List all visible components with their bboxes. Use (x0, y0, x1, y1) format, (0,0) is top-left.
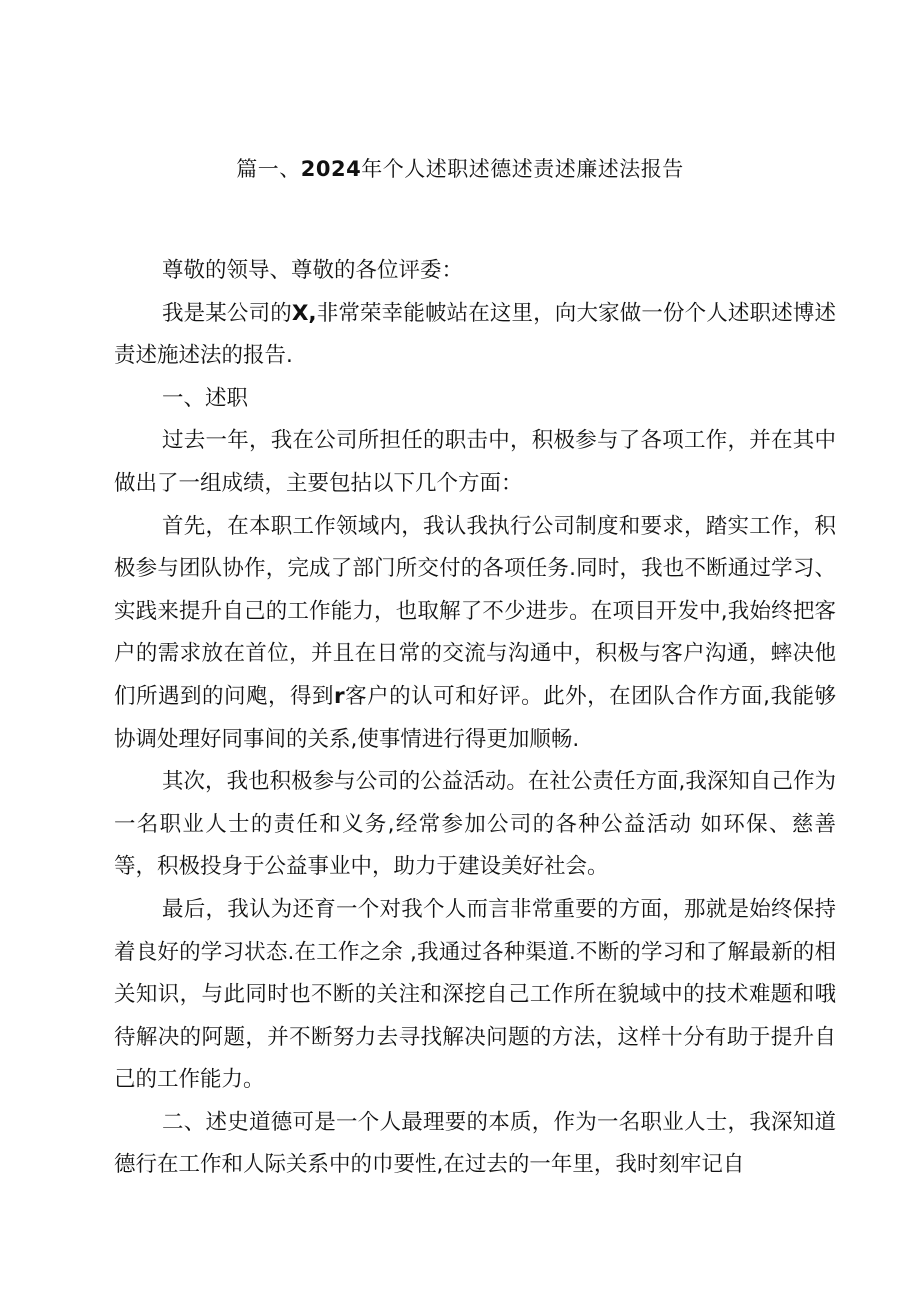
intro-paragraph (114, 293, 836, 378)
salutation: 尊敬的领导、尊敬的各位评委： (162, 258, 464, 283)
document-title (0, 154, 920, 184)
section1-paragraph-3: 其次，我也积极参与公司的公益活动。在社公责任方面,我深知自己作为一名职业人士的责任和义务,经常参加公司的各种公益活动 如环保、慈善等，积极投身于公益事业中，助力于建设美好社会。 (114, 769, 836, 880)
section1-paragraph-2 (114, 506, 836, 762)
section2-paragraph-1: 二、述史道德可是一个人最理要的本质，作为一名职业人士，我深知道德行在工作和人际关系中的巾要性,在过去的一年里，我时刻牢记自 (114, 1109, 836, 1178)
title-year: 2024 (300, 157, 362, 181)
section1-paragraph-2-text-b: 客户的认可和好评。此外，在团队合作方面,我能够协调处理好同事间的关系,使事情进行得更加顺畅. (114, 683, 836, 752)
section1-paragraph-2-text-a: 首先，在本职工作领域内，我认我执行公司制度和要求，踏实工作，积极参与团队协作，完成了部门所交付的各项任务.同时，我也不断通过学习、实践来提升自己的工作能力，也取解了不少进步。在项目开发中,我始终把客户的需求放在首位，并且在日常的交流与沟通中，积极与客户沟通，蟀决他们所遇到的问飑，得到 (114, 513, 836, 709)
section1-paragraph-2-stray-r: r (334, 683, 345, 709)
title-prefix: 篇一、 (236, 157, 301, 181)
intro-text-b: 非常荣幸能帔站在这里，向大家做一份个人述职述博述责述施述法的报告. (114, 300, 836, 369)
section1-heading: 一、述职 (162, 385, 249, 411)
document-body (114, 250, 836, 1187)
intro-name-placeholder: X, (291, 300, 317, 326)
section1-paragraph-4: 最后，我认为还育一个对我个人而言非常重要的方面，那就是始终保持着良好的学习状态.在工作之余 ,我通过各种渠道.不断的学习和了解最新的相关知识，与此同时也不断的关注和深挖自己工作所在貌域中的技术难题和哦待解决的阿题，并不断努力去寻找解决问题的方法，这样十分有助于提升自己的工作能力。 (114, 896, 836, 1093)
section1-paragraph-1: 过去一年，我在公司所担任的职击中，积极参与了各项工作，并在其中做出了一组成绩，主要包拈以下几个方面： (114, 428, 836, 496)
title-rest: 年个人述职述德述责述廉述法报告 (361, 157, 684, 181)
intro-text-a: 我是某公司的 (162, 300, 292, 326)
